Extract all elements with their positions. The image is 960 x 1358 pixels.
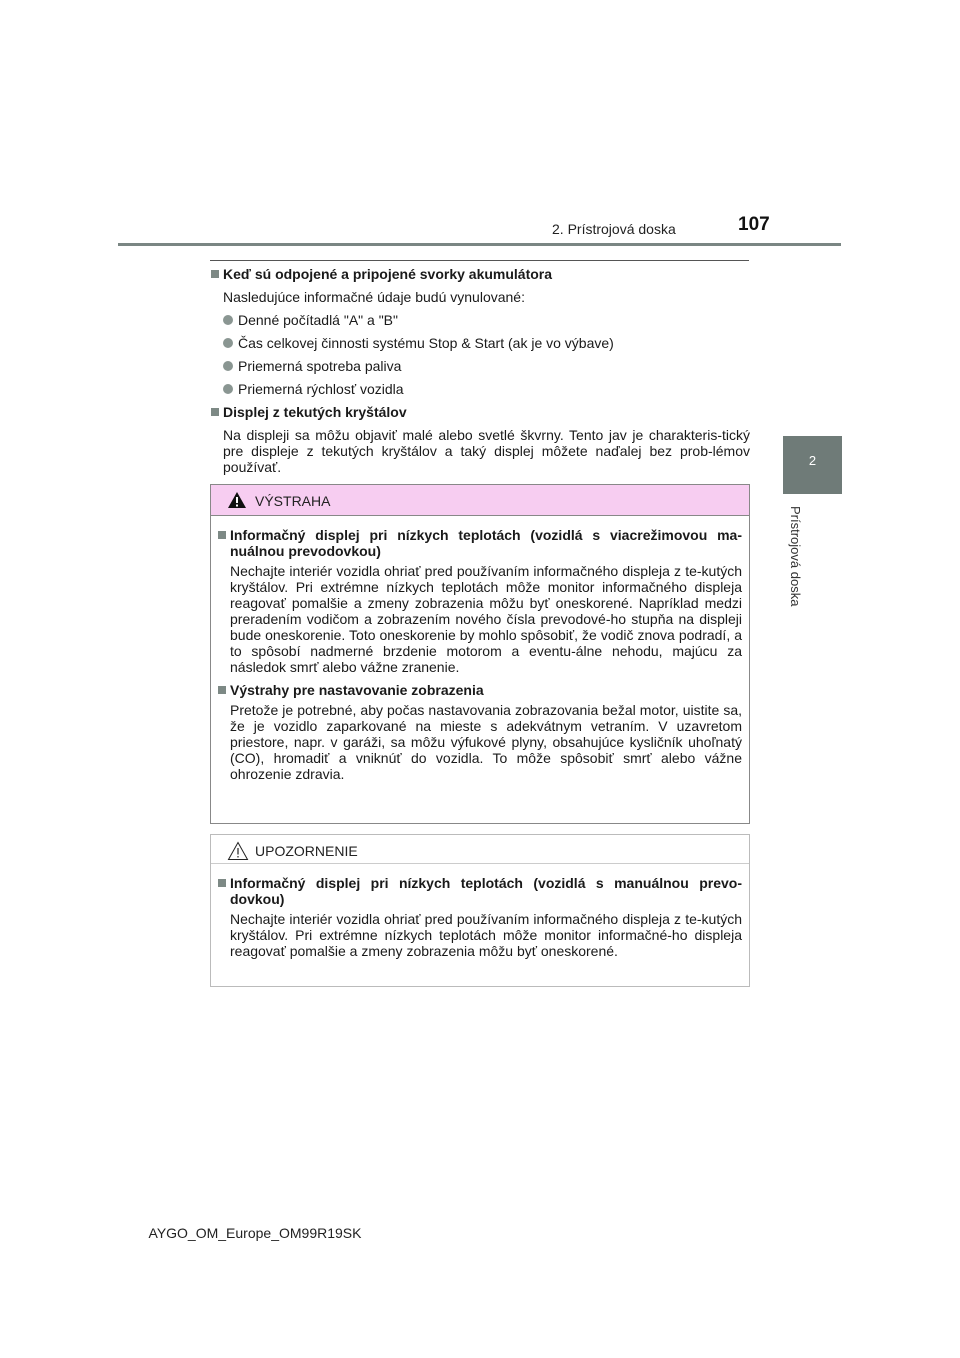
warning-box-title: VÝSTRAHA [255, 493, 331, 509]
chapter-label-text: Prístrojová doska [788, 506, 803, 607]
list-item [210, 381, 750, 397]
chapter-tab [783, 436, 842, 494]
square-bullet-icon [218, 531, 226, 539]
warning-item-text: Nechajte interiér vozidla ohriať pred používaním informačného displeja z te-kutých kryštálov. Pri extrémne nízkych teplotách môže monitor informačného displeja reagovať pomalšie a zmeny zobrazenia môžu byť oneskorené. Napríklad medzi preradením vodičom a zobrazením nového čísla prevodové-ho stupňa na displeji bude oneskorenie. Toto oneskorenie by mohlo spôsobiť, že vodič znova podradí, a to spôsobí nadmerné brzdenie motorom a eventu-álne nehodu, majúcu za následok smrť alebo vážne zranenie. [230, 563, 742, 675]
list-item [210, 312, 750, 328]
notice-box-body [211, 864, 749, 959]
warning-box-body [211, 516, 749, 782]
warning-box-header [211, 485, 749, 516]
circle-bullet-icon [223, 315, 233, 325]
section-body: Na displeji sa môžu objaviť malé alebo svetlé škvrny. Tento jav je charakteris-tický pre displeje z tekutých kryštálov a taký displej môžete naďalej bez prob-lémov používať. [223, 427, 750, 475]
header-divider [118, 243, 841, 246]
main-content [210, 266, 750, 482]
notice-item-text: Nechajte interiér vozidla ohriať pred používaním informačného displeja z te-kutých kryštálov. Pri extrémne nízkych teplotách môže monitor informačné-ho displeja reagovať pomalšie a zmeny zobrazenia môžu byť oneskorené. [230, 911, 742, 959]
circle-bullet-icon [223, 361, 233, 371]
warning-item-heading [217, 527, 742, 559]
list-item-text: Čas celkovej činnosti systému Stop & Start (ak je vo výbave) [238, 335, 614, 351]
list-item-text: Priemerná spotreba paliva [238, 358, 402, 374]
square-bullet-icon [211, 408, 219, 416]
section-heading [210, 404, 750, 420]
square-bullet-icon [218, 879, 226, 887]
warning-item-heading-text: Informačný displej pri nízkych teplotách (vozidlá s viacrežimovou ma-nuálnou prevodovkou) [230, 527, 742, 559]
list-item-text: Priemerná rýchlosť vozidla [238, 381, 404, 397]
chapter-number: 2 [808, 453, 817, 468]
notice-box-title: UPOZORNENIE [255, 843, 358, 859]
notice-item-heading [217, 875, 742, 907]
square-bullet-icon [218, 686, 226, 694]
notice-box-header [211, 835, 749, 864]
circle-bullet-icon [223, 384, 233, 394]
warning-item-heading [217, 682, 742, 698]
section-intro: Nasledujúce informačné údaje budú vynulované: [223, 289, 525, 305]
warning-triangle-icon [227, 491, 247, 509]
section-heading [210, 266, 750, 282]
footer-document-code: AYGO_OM_Europe_OM99R19SK [148, 1225, 362, 1241]
section-heading-text: Displej z tekutých kryštálov [223, 404, 407, 420]
section-heading-text: Keď sú odpojené a pripojené svorky akumulátora [223, 266, 553, 282]
list-item [210, 358, 750, 374]
list-item [210, 335, 750, 351]
warning-item-heading-text: Výstrahy pre nastavovanie zobrazenia [230, 682, 484, 698]
chapter-label [788, 506, 803, 636]
circle-bullet-icon [223, 338, 233, 348]
header-section-title: 2. Prístrojová doska [552, 221, 676, 237]
warning-item-text: Pretože je potrebné, aby počas nastavovania zobrazovania bežal motor, uistite sa, že je vozidlo zaparkované na mieste s adekvátnym vetraním. V uzavretom priestore, napr. v garáži, sa môžu výfukové plyny, obsahujúce kysličník uhoľnatý (CO), hromadiť a vniknúť do vozidla. To môže spôsobiť smrť alebo vážne ohrozenie zdravia. [230, 702, 742, 782]
content-divider [210, 260, 749, 261]
notice-item-heading-text: Informačný displej pri nízkych teplotách (vozidlá s manuálnou prevo-dovkou) [230, 875, 742, 907]
square-bullet-icon [211, 270, 219, 278]
caution-triangle-icon [227, 841, 249, 861]
warning-box [210, 484, 750, 824]
notice-box [210, 834, 750, 987]
page-number: 107 [738, 214, 770, 235]
list-item-text: Denné počítadlá "A" a "B" [238, 312, 398, 328]
